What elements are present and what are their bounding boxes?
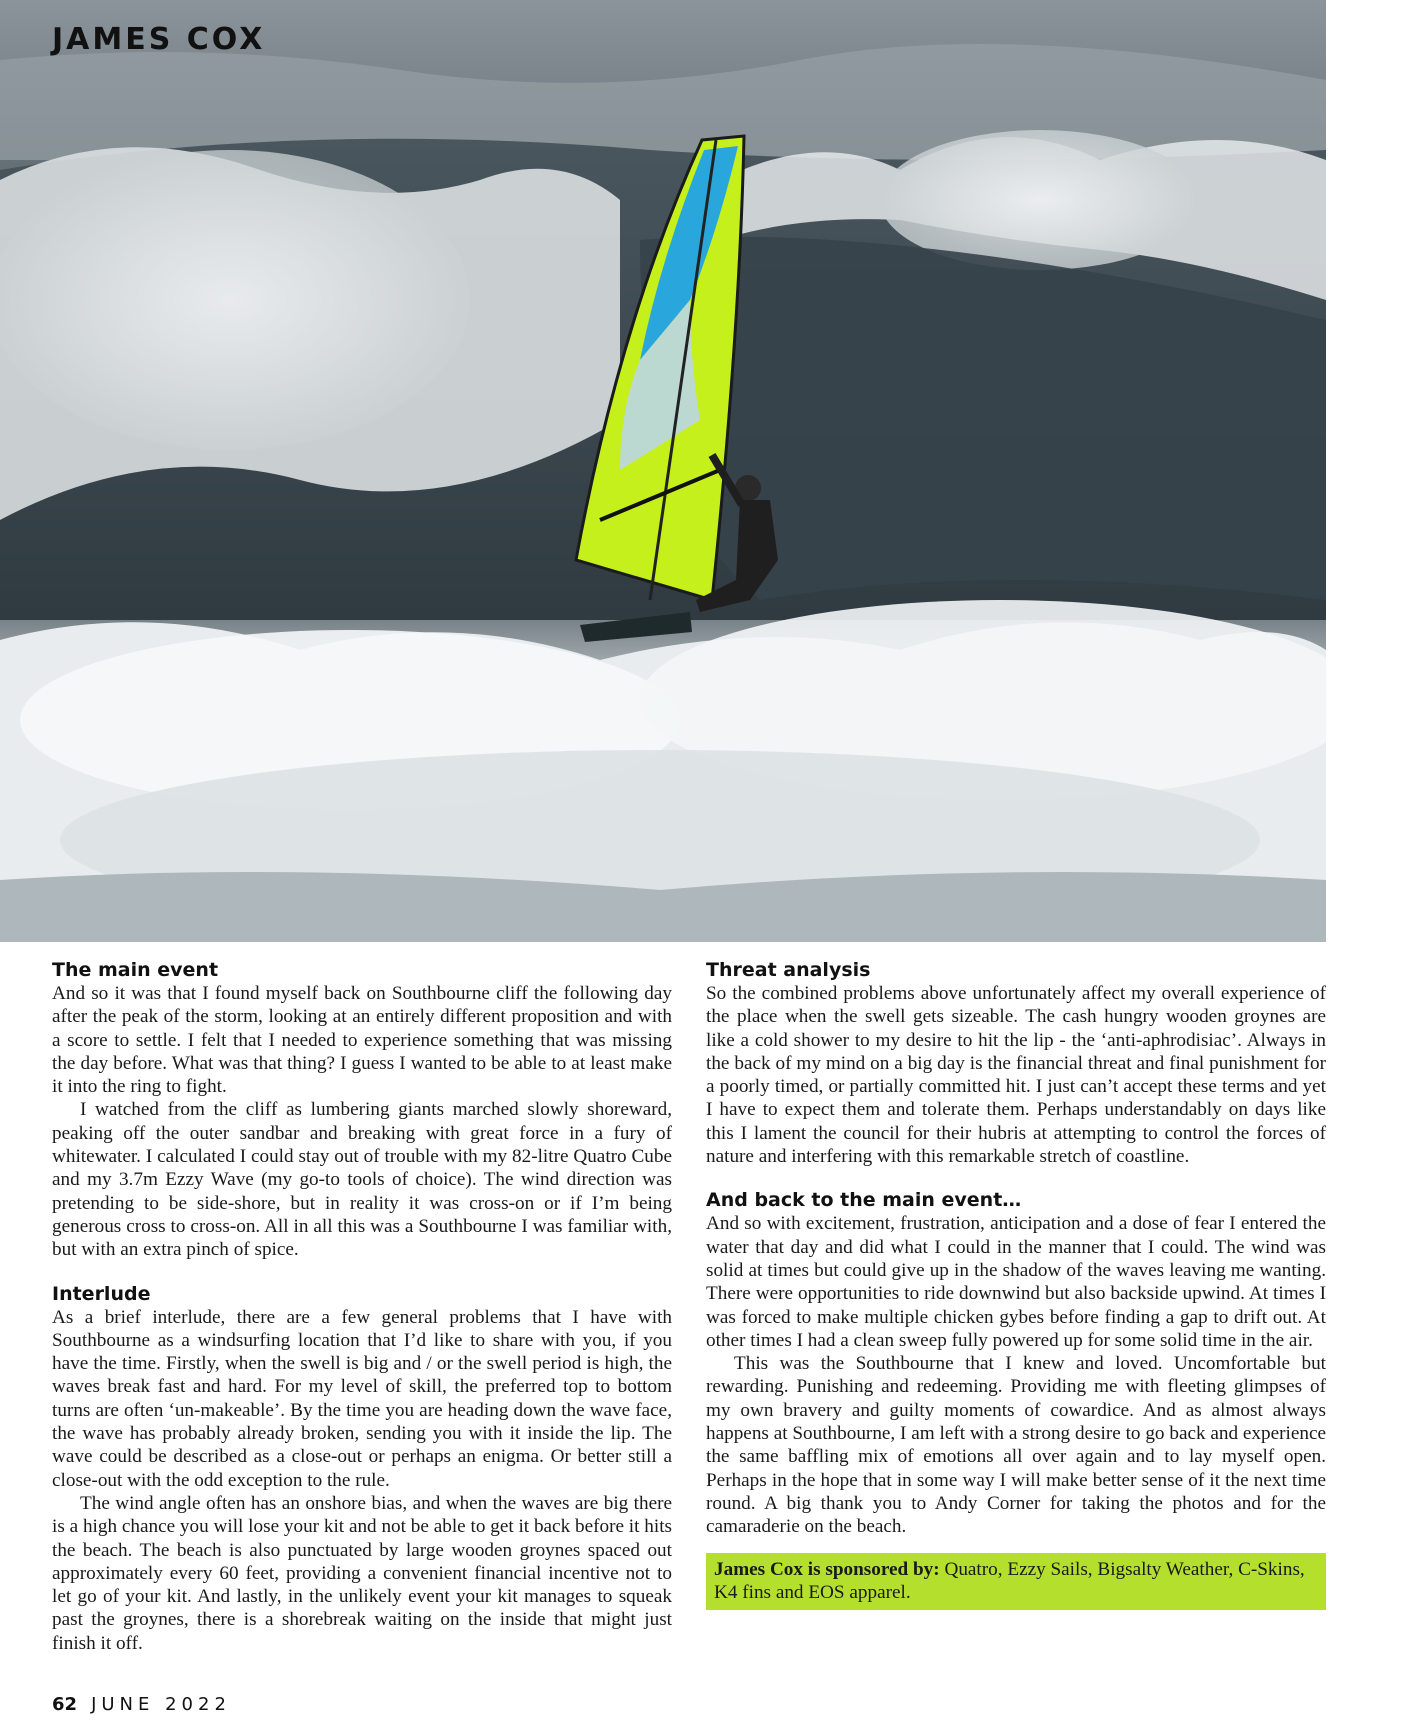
heading-back-to-main-event: And back to the main event… xyxy=(706,1189,1022,1212)
paragraph: And so with excitement, frustration, anticipation and a dose of fear I entered the water that day and did what I could in the manner that I could. The wind was solid at times but could give up in the shadow of the waves leaving me wanting. There were opportunities to ride downwind but also backside upwind. At times I was forced to make multiple chicken gybes before finding a gap to drift out. At other times I had a clean sweep fully powered up for some solid time in the air. xyxy=(706,1213,1326,1351)
sponsor-list: Quatro, Ezzy Sails, Bigsalty Weather, C-Skins, K4 fins and EOS apparel. xyxy=(714,1558,1305,1603)
paragraph: I watched from the cliff as lumbering giants marched slowly shoreward, peaking off the outer sandbar and breaking with great force in a fury of whitewater. I calculated I could stay out of trouble with my 82-litre Quatro Cube and my 3.7m Ezzy Wave (my go-to tools of choice). The wind direction was pretending to be side-shore, but in reality it was cross-on or if I’m being generous cross to cross-on. All in all this was a Southbourne I was familiar with, but with an extra pinch of spice. xyxy=(52,1099,672,1261)
right-column xyxy=(706,958,1326,1610)
heading-interlude: Interlude xyxy=(52,1282,151,1305)
page-number: 62 xyxy=(52,1694,78,1715)
paragraph: This was the Southbourne that I knew and loved. Uncomfortable but rewarding. Punishing and redeeming. Providing me with fleeting glimpses of my own bravery and guilty moments of cowardice. And as almost always happens at Southbourne, I am left with a strong desire to go back and experience the same baffling mix of emotions all over again and to lay myself open. Perhaps in the hope that in some way I will make better sense of it the next time round. A big thank you to Andy Corner for taking the photos and for the camaraderie on the beach. xyxy=(706,1353,1326,1538)
issue-date: JUNE 2022 xyxy=(91,1694,231,1715)
paragraph: So the combined problems above unfortunately affect my overall experience of the place when the swell gets sizeable. The cash hungry wooden groynes are like a cold shower to my desire to hit the lip - the ‘anti-aphrodisiac’. Always in the back of my mind on a big day is the financial threat and final punishment for a poorly timed, or partially committed hit. I just can’t accept these terms and yet I have to expect them and tolerate them. Perhaps understandably on days like this I lament the council for their hubris at attempting to control the forces of nature and interfering with this remarkable stretch of coastline. xyxy=(706,983,1326,1168)
heading-main-event: The main event xyxy=(52,959,219,981)
spacer xyxy=(52,1262,672,1282)
paragraph: And so it was that I found myself back on Southbourne cliff the following day after the peak of the storm, looking at an entirely different proposition and with a score to settle. I felt that I needed to experience something that was missing the day before. What was that thing? I guess I wanted to be able to at least make it into the ring to fight. xyxy=(52,983,672,1098)
sponsor-label: James Cox is sponsored by: xyxy=(714,1558,940,1580)
paragraph: As a brief interlude, there are a few general problems that I have with Southbourne as a windsurfing location that I’d like to share with you, if you have the time. Firstly, when the swell is big and / or the swell period is high, the waves break fast and hard. For my level of skill, the preferred top to bottom turns are often ‘un-makeable’. By the time you are heading down the wave face, the wave has probably already broken, sending you with it inside the lip. The wave could be described as a close-out or perhaps an enigma. Or better still a close-out with the odd exception to the rule. xyxy=(52,1306,672,1491)
left-column xyxy=(52,958,672,1655)
paragraph: The wind angle often has an onshore bias, and when the waves are big there is a high chance you will lose your kit and not be able to get it back before it hits the beach. The beach is also punctuated by large wooden groynes spaced out approximately every 60 feet, providing a convenient financial incentive not to let go of your kit. And lastly, in the unlikely event your kit manages to squeak past the groynes, there is a shorebreak waiting on the inside that might just finish it off. xyxy=(52,1492,672,1654)
spacer xyxy=(706,1168,1326,1188)
heading-threat-analysis: Threat analysis xyxy=(706,959,871,981)
sponsor-box xyxy=(706,1553,1326,1610)
byline: JAMES COX xyxy=(52,22,266,57)
page-footer xyxy=(52,1694,231,1715)
